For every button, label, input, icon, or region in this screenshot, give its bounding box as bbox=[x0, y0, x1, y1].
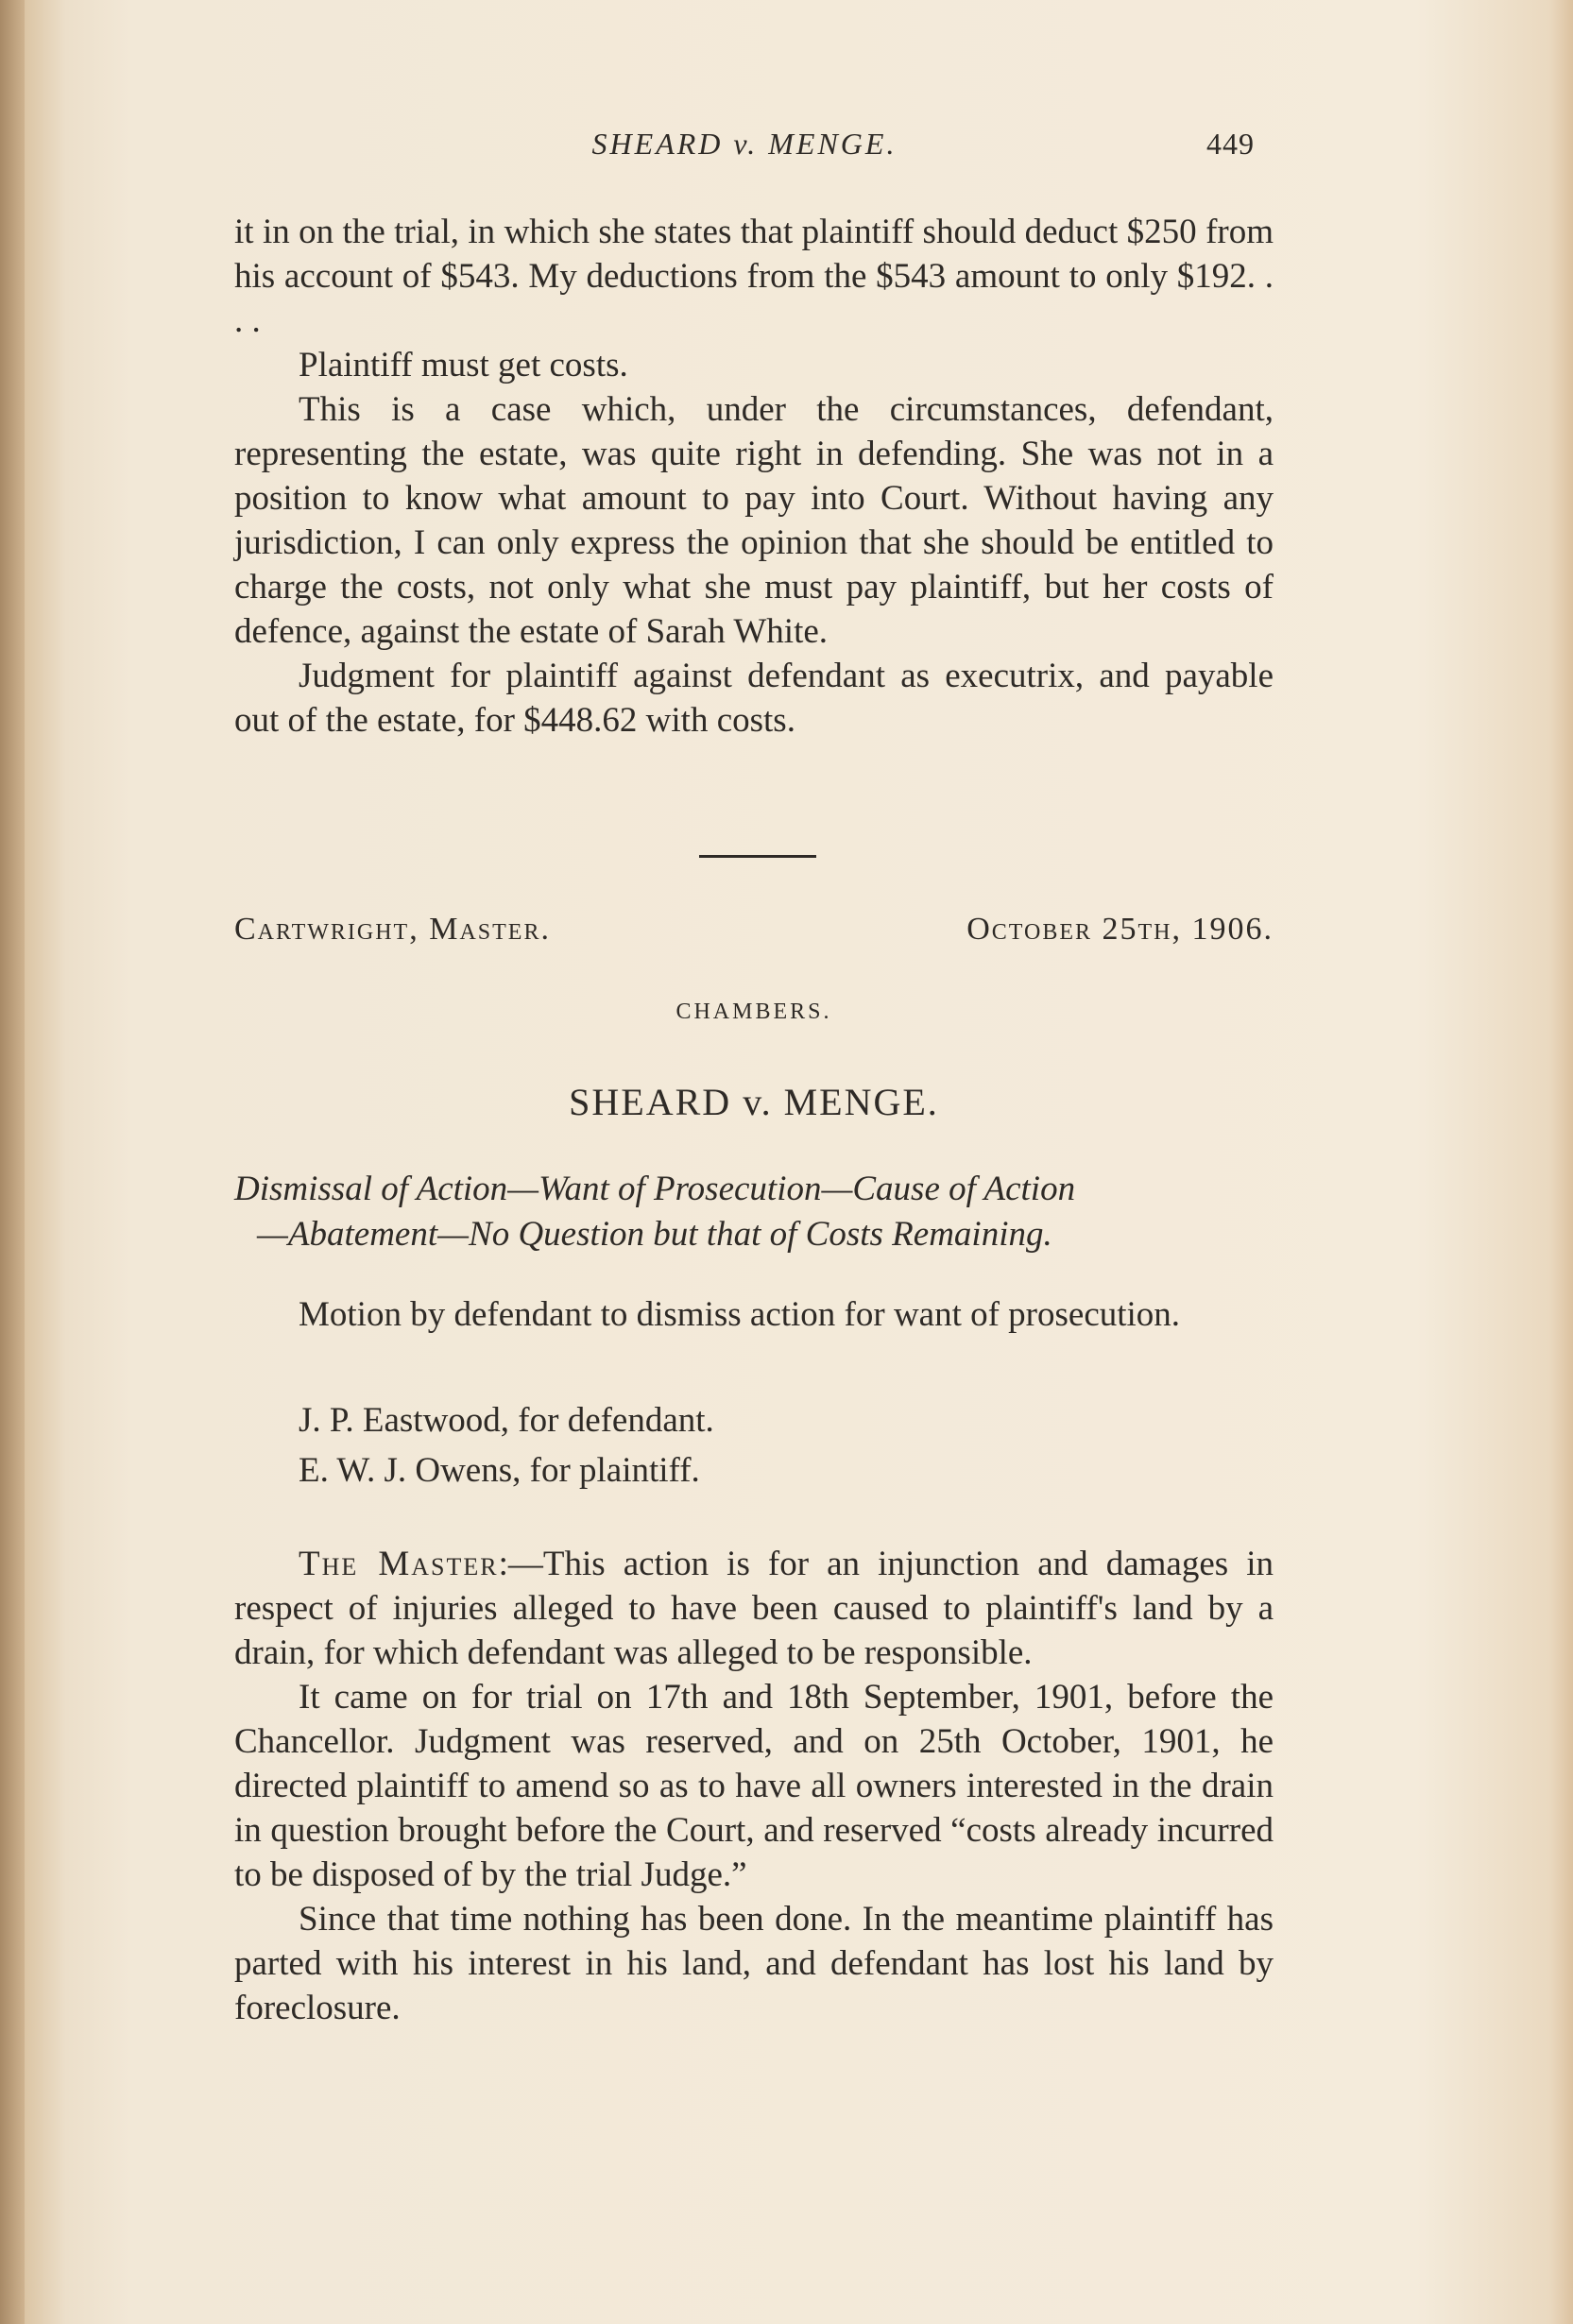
headnote-line-2: —Abatement—No Question but that of Costs Remaining. bbox=[257, 1215, 1052, 1254]
paragraph-continuation: it in on the trial, in which she states that plaintiff should deduct $250 from his account of $543. My deductions from the $543 amount to only $192. . . . bbox=[234, 213, 1274, 340]
prior-case-text bbox=[234, 210, 1274, 743]
motion-paragraph: Motion by defendant to dismiss action for want of prosecution. bbox=[299, 1295, 1181, 1334]
headnote-line-1: Dismissal of Action—Want of Prosecution—Cause of Action bbox=[234, 1170, 1076, 1208]
opinion-opening-paragraph bbox=[234, 1542, 1274, 1675]
paragraph-judgment: Judgment for plaintiff against defendant as executrix, and payable out of the estate, for $448.62 with costs. bbox=[234, 657, 1274, 740]
judge-name: Cartwright, Master. bbox=[234, 912, 551, 947]
case-judge-date-line bbox=[234, 912, 1274, 948]
page-number: 449 bbox=[1206, 127, 1255, 161]
opinion-text bbox=[234, 1542, 1274, 2030]
headnote bbox=[234, 1167, 1274, 1257]
page-header bbox=[234, 127, 1255, 174]
counsel-defendant: J. P. Eastwood, for defendant. bbox=[299, 1401, 714, 1440]
opinion-opening-text: :—This action is for an injunction and damages in respect of injuries alleged to have been caused to plaintiff's land by a drain, for which defendant was alleged to be responsible. bbox=[234, 1545, 1274, 1672]
paragraph-costs: Plaintiff must get costs. bbox=[299, 346, 628, 384]
case-body bbox=[234, 1292, 1274, 1337]
court-name: CHAMBERS. bbox=[675, 1000, 832, 1024]
counsel-list bbox=[234, 1398, 1274, 1494]
counsel-plaintiff: E. W. J. Owens, for plaintiff. bbox=[299, 1451, 700, 1490]
section-divider bbox=[699, 855, 816, 858]
page-gutter-shadow bbox=[0, 0, 25, 2324]
opinion-paragraph-2: It came on for trial on 17th and 18th September, 1901, before the Chancellor. Judgment was reserved, and on 25th October, 1901, he directed plaintiff to amend so as to have all owners interested in the drain in question brought before the Court, and reserved “costs already incurred to be disposed of by the trial Judge.” bbox=[234, 1678, 1274, 1894]
speaker-label: The Master bbox=[299, 1545, 499, 1583]
paragraph-reasoning: This is a case which, under the circumstances, defendant, representing the estate, was quite right in defending. She was not in a position to know what amount to pay into Court. Without having any jurisdiction, I can only express the opinion that she should be entitled to charge the costs, not only what she must pay plaintiff, but her costs of defence, against the estate of Sarah White. bbox=[234, 390, 1274, 651]
running-title: SHEARD v. MENGE. bbox=[591, 127, 898, 161]
decision-date: October 25th, 1906. bbox=[966, 912, 1274, 947]
case-title: SHEARD v. MENGE. bbox=[569, 1081, 939, 1123]
opinion-paragraph-3: Since that time nothing has been done. In the meantime plaintiff has parted with his interest in his land, and defendant has lost his land by foreclosure. bbox=[234, 1900, 1274, 2027]
